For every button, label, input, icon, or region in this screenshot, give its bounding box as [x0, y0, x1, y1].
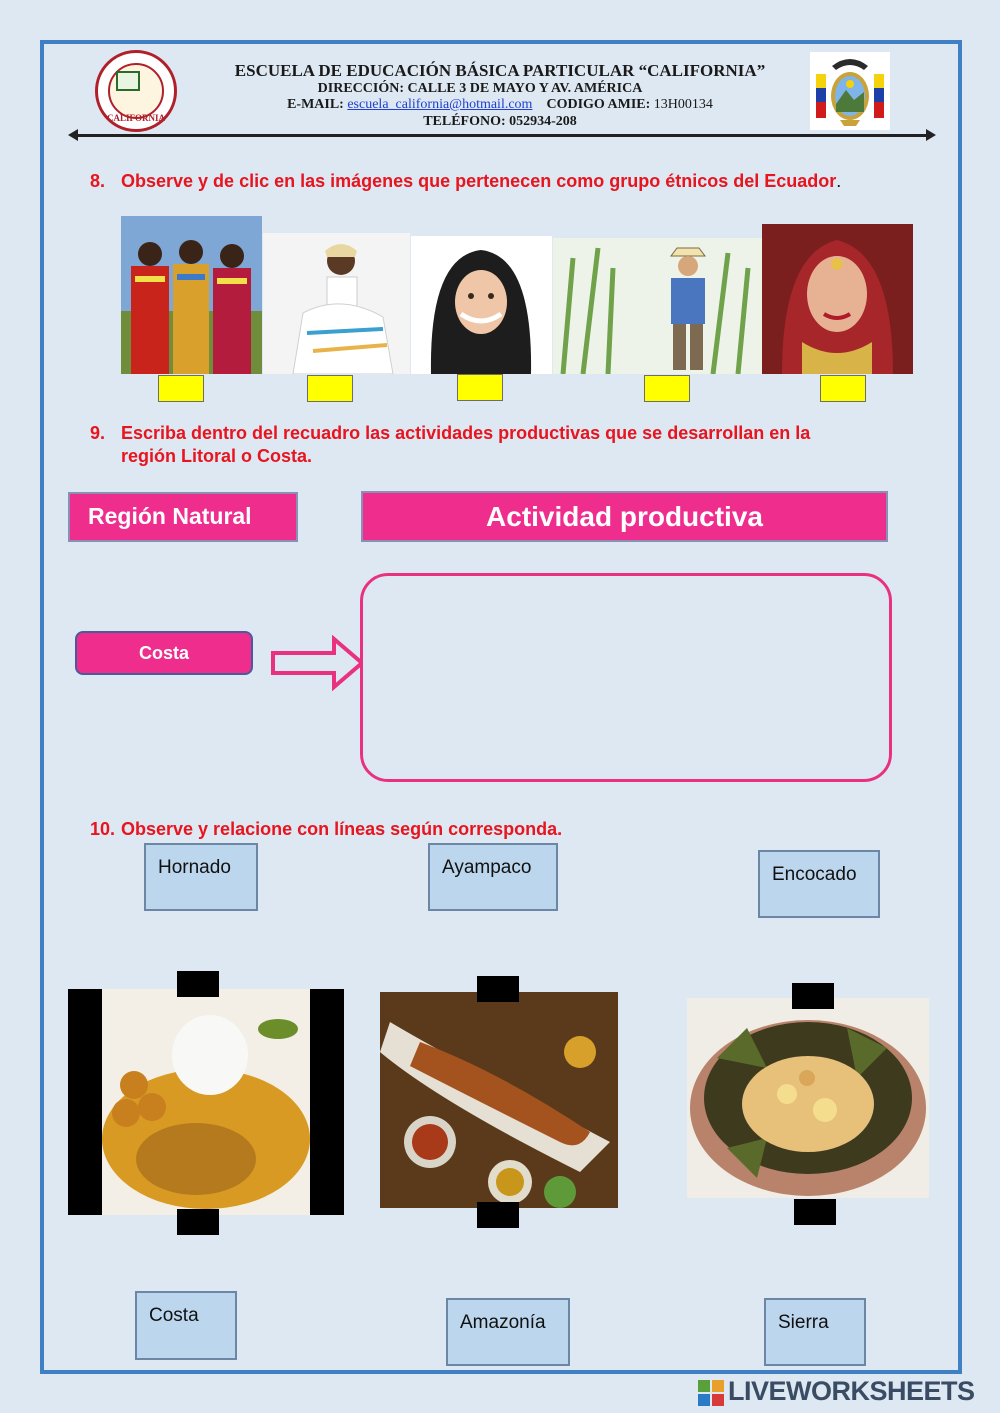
- connector-top-3[interactable]: [792, 983, 834, 1009]
- dish-label-hornado[interactable]: Hornado: [144, 843, 258, 911]
- actividad-answer-box[interactable]: [360, 573, 892, 782]
- header-actividad-productiva: Actividad productiva: [361, 491, 888, 542]
- connector-bottom-3[interactable]: [794, 1199, 836, 1225]
- photo-indian-bride[interactable]: [762, 224, 913, 374]
- header-region-natural: Región Natural: [68, 492, 298, 542]
- school-phone: TELÉFONO: 052934-208: [423, 114, 577, 129]
- checkbox-photo-4[interactable]: [644, 375, 690, 402]
- school-name: ESCUELA DE EDUCACIÓN BÁSICA PARTICULAR “CALIFORNIA”: [234, 61, 766, 80]
- region-label-amazonia[interactable]: Amazonía: [446, 1298, 570, 1366]
- header-divider: [76, 134, 928, 137]
- actividad-answer-text: [363, 576, 889, 616]
- email-link[interactable]: escuela_california@hotmail.com: [347, 97, 533, 112]
- checkbox-photo-3[interactable]: [457, 374, 503, 401]
- photo-afro-dancer[interactable]: [263, 233, 410, 374]
- region-label-sierra[interactable]: Sierra: [764, 1298, 866, 1366]
- liveworksheets-icon: [698, 1380, 724, 1406]
- arrow-right-icon: [270, 635, 366, 691]
- photo-hornado-dish: [380, 992, 618, 1208]
- photo-montubio-farmer[interactable]: [553, 238, 762, 374]
- photo-woman-hijab[interactable]: [411, 236, 552, 374]
- school-seal: CALIFORNIA: [95, 50, 177, 132]
- checkbox-photo-1[interactable]: [158, 375, 204, 402]
- school-contact: E-MAIL: escuela_california@hotmail.com CODIGO AMIE: 13H00134: [287, 97, 713, 112]
- photo-encocado-dish: [68, 989, 344, 1215]
- school-address: DIRECCIÓN: CALLE 3 DE MAYO Y AV. AMÉRICA: [317, 81, 643, 96]
- photo-african-women[interactable]: [121, 216, 262, 374]
- region-costa-label: Costa: [75, 631, 253, 675]
- connector-top-1[interactable]: [177, 971, 219, 997]
- checkbox-photo-2[interactable]: [307, 375, 353, 402]
- checkbox-photo-5[interactable]: [820, 375, 866, 402]
- connector-top-2[interactable]: [477, 976, 519, 1002]
- photo-ayampaco-dish: [687, 998, 929, 1198]
- ecuador-coat-of-arms: [810, 52, 890, 130]
- dish-label-encocado[interactable]: Encocado: [758, 850, 880, 918]
- connector-bottom-1[interactable]: [177, 1209, 219, 1235]
- connector-bottom-2[interactable]: [477, 1202, 519, 1228]
- dish-label-ayampaco[interactable]: Ayampaco: [428, 843, 558, 911]
- region-label-costa[interactable]: Costa: [135, 1291, 237, 1360]
